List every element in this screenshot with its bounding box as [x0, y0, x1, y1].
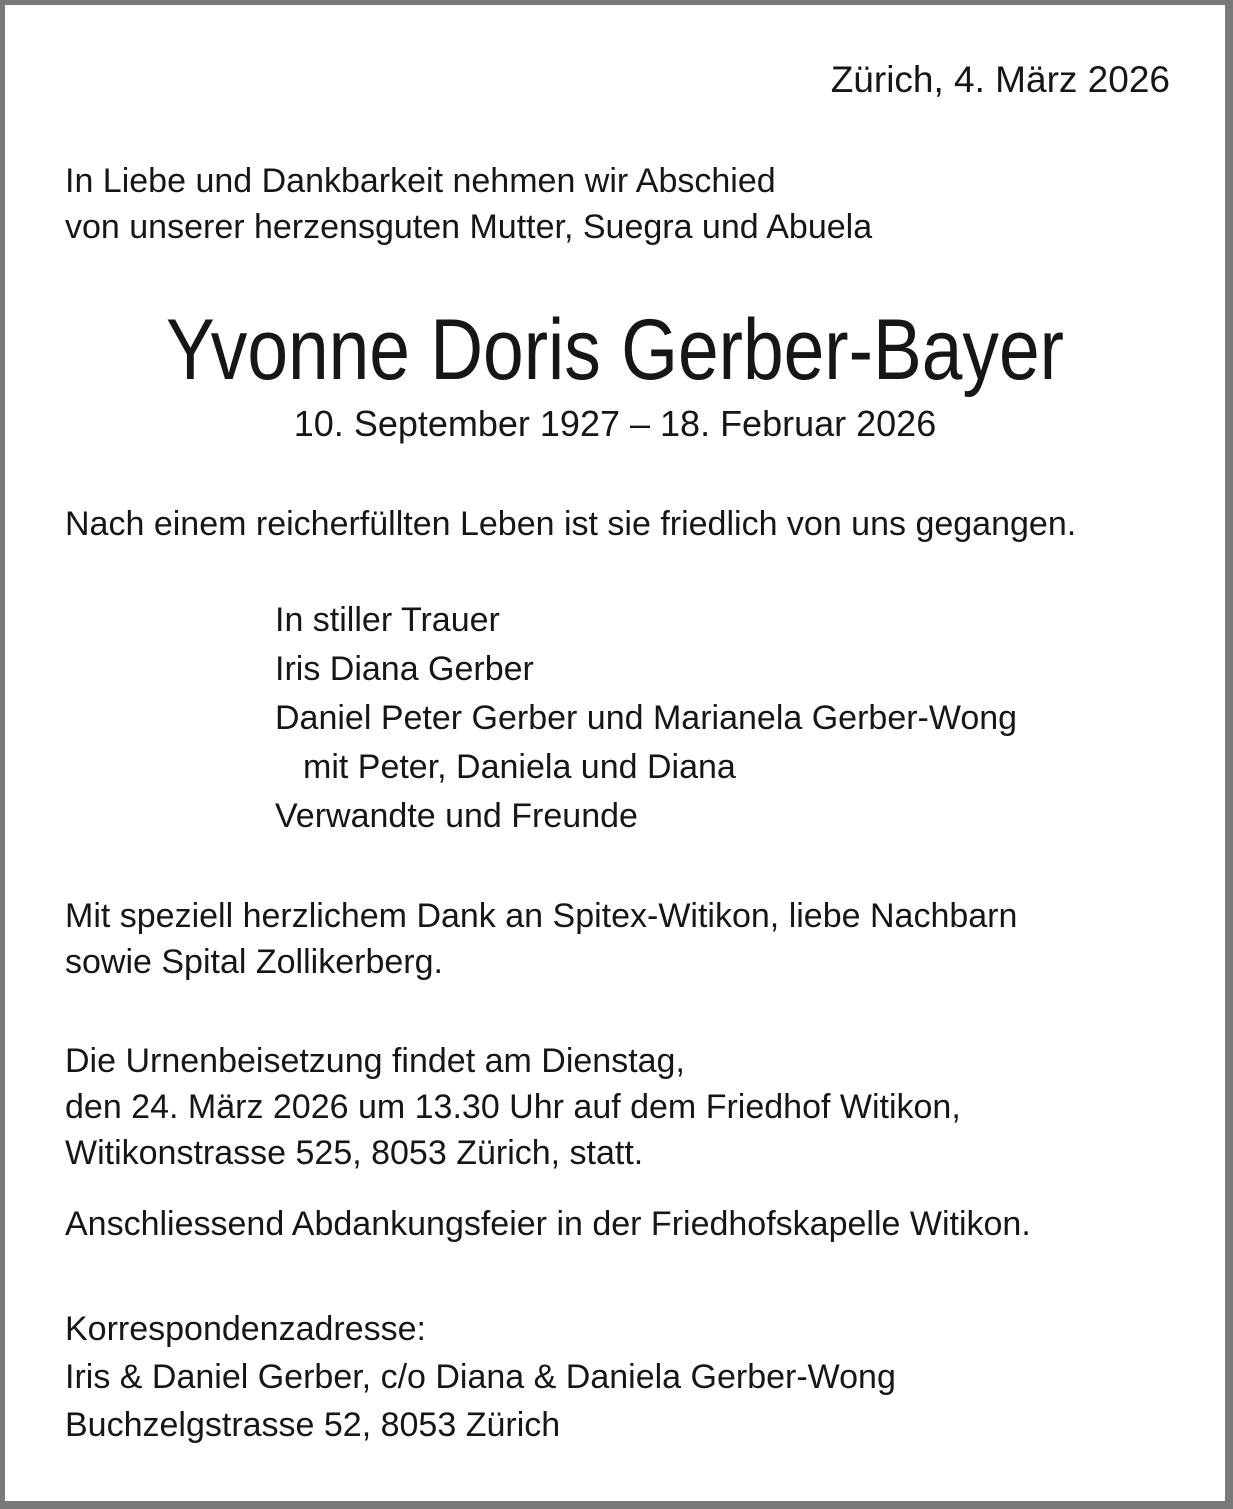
thanks-paragraph: [65, 893, 1017, 985]
mourner-line: Daniel Peter Gerber und Marianela Gerber-Wong: [275, 699, 1018, 737]
burial-line-2: den 24. März 2026 um 13.30 Uhr auf dem Friedhof Witikon,: [65, 1088, 961, 1126]
lead-sentence: Nach einem reicherfüllten Leben ist sie friedlich von uns gegangen.: [65, 505, 1077, 543]
correspondence-label: Korrespondenzadresse:: [65, 1310, 427, 1348]
correspondence-address: Buchzelgstrasse 52, 8053 Zürich: [65, 1406, 561, 1444]
burial-line-3: Witikonstrasse 525, 8053 Zürich, statt.: [65, 1134, 644, 1172]
mourner-line: Verwandte und Freunde: [275, 797, 638, 835]
mourners-block: [275, 596, 1017, 841]
intro-line-2: von unserer herzensguten Mutter, Suegra und Abuela: [65, 208, 873, 246]
service-sentence: Anschliessend Abdankungsfeier in der Friedhofskapelle Witikon.: [65, 1205, 1031, 1243]
mourner-line: Iris Diana Gerber: [275, 650, 534, 688]
correspondence-names: Iris & Daniel Gerber, c/o Diana & Daniela Gerber-Wong: [65, 1358, 896, 1396]
mourners-intro: In stiller Trauer: [275, 601, 500, 639]
life-dates: 10. September 1927 – 18. Februar 2026: [293, 403, 937, 444]
burial-line-1: Die Urnenbeisetzung findet am Dienstag,: [65, 1042, 685, 1080]
mourner-line-grandchildren: mit Peter, Daniela und Diana: [303, 748, 736, 786]
deceased-name: Yvonne Doris Gerber-Bayer: [166, 302, 1064, 398]
dateline: Zürich, 4. März 2026: [830, 59, 1170, 100]
intro-line-1: In Liebe und Dankbarkeit nehmen wir Abschied: [65, 162, 776, 200]
intro-paragraph: [65, 158, 872, 250]
thanks-line-2: sowie Spital Zollikerberg.: [65, 943, 443, 981]
correspondence-block: [65, 1305, 896, 1449]
thanks-line-1: Mit speziell herzlichem Dank an Spitex-Witikon, liebe Nachbarn: [65, 897, 1018, 935]
burial-paragraph: [65, 1038, 961, 1176]
